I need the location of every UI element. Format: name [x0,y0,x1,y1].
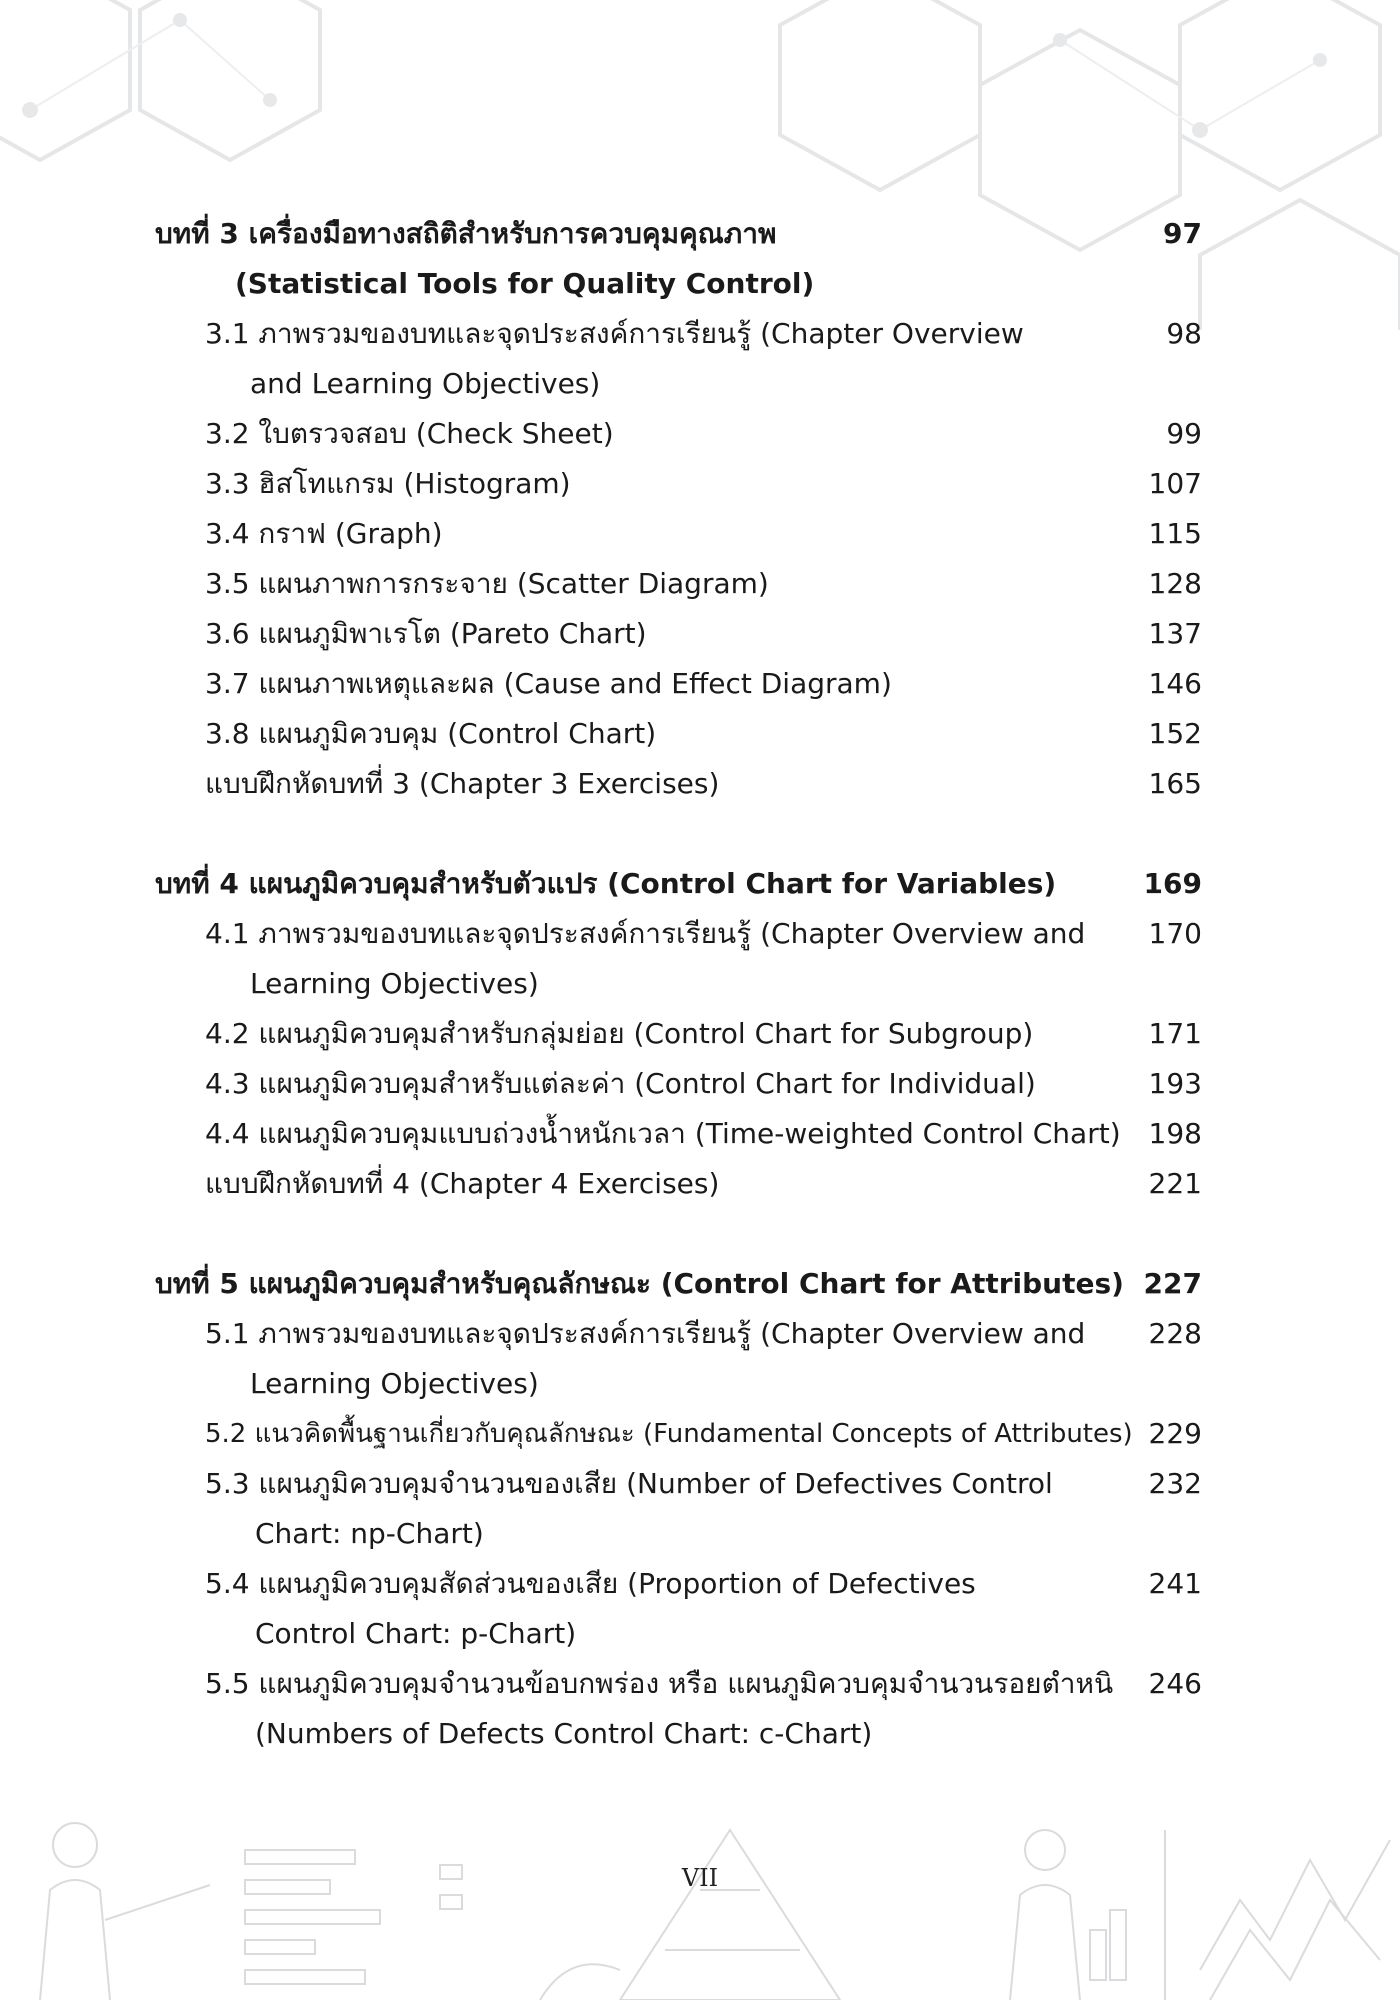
toc-entry[interactable] [0,1309,1400,1359]
page-number: 227 [1143,1267,1202,1300]
toc-entry[interactable] [0,1409,1400,1459]
toc-entry[interactable] [0,1009,1400,1059]
chapter-heading[interactable] [0,859,1400,909]
page-number: 97 [1163,217,1202,250]
chapter-title: บทที่ 3 เครื่องมือทางสถิติสำหรับการควบคุมคุณภาพ [155,217,777,250]
page-number: 193 [1148,1067,1202,1100]
toc-entry-continuation [0,1709,1400,1759]
toc-entry-continuation [0,1359,1400,1409]
toc-entry[interactable] [0,909,1400,959]
chapter-title: บทที่ 5 แผนภูมิควบคุมสำหรับคุณลักษณะ (Control Chart for Attributes) [155,1267,1124,1300]
toc-entry-continuation [0,959,1400,1009]
toc-entry[interactable] [0,1459,1400,1509]
toc-entry[interactable] [0,509,1400,559]
page-number: 165 [1148,767,1202,800]
toc-entry[interactable] [0,759,1400,809]
page-number: 98 [1166,317,1202,350]
entry-title: 4.1 ภาพรวมของบทและจุดประสงค์การเรียนรู้ (Chapter Overview and [205,917,1086,950]
entry-title-cont: Learning Objectives) [250,1367,539,1400]
page-number: 170 [1148,917,1202,950]
entry-title: 3.2 ใบตรวจสอบ (Check Sheet) [205,417,614,450]
toc-entry[interactable] [0,609,1400,659]
toc-entry-continuation [0,1609,1400,1659]
page-number: 171 [1148,1017,1202,1050]
toc-entry[interactable] [0,459,1400,509]
chapter-heading[interactable] [0,209,1400,259]
toc-entry-continuation [0,359,1400,409]
toc-entry[interactable] [0,309,1400,359]
toc-entry[interactable] [0,1159,1400,1209]
entry-title-cont: Learning Objectives) [250,967,539,1000]
toc-entry[interactable] [0,1559,1400,1609]
page-number: 229 [1148,1417,1202,1450]
entry-title: 3.1 ภาพรวมของบทและจุดประสงค์การเรียนรู้ (Chapter Overview [205,317,1024,350]
entry-title: 5.2 แนวคิดพื้นฐานเกี่ยวกับคุณลักษณะ (Fundamental Concepts of Attributes) [205,1419,1133,1449]
page-number: 221 [1148,1167,1202,1200]
entry-title: 3.4 กราฟ (Graph) [205,517,443,550]
entry-title: 3.3 ฮิสโทแกรม (Histogram) [205,467,571,500]
entry-title-cont: and Learning Objectives) [250,367,601,400]
page-number: 228 [1148,1317,1202,1350]
entry-title: 4.4 แผนภูมิควบคุมแบบถ่วงน้ำหนักเวลา (Time-weighted Control Chart) [205,1117,1121,1150]
entry-title: 5.5 แผนภูมิควบคุมจำนวนข้อบกพร่อง หรือ แผนภูมิควบคุมจำนวนรอยตำหนิ [205,1667,1114,1700]
page-number: 115 [1148,517,1202,550]
entry-title: 3.5 แผนภาพการกระจาย (Scatter Diagram) [205,567,769,600]
entry-title-cont: Chart: np-Chart) [255,1517,484,1550]
page-number: 137 [1148,617,1202,650]
chapter-subtitle-row [0,259,1400,309]
entry-title: 5.1 ภาพรวมของบทและจุดประสงค์การเรียนรู้ (Chapter Overview and [205,1317,1086,1350]
page-number: 146 [1148,667,1202,700]
toc-entry-continuation [0,1509,1400,1559]
entry-title: 5.3 แผนภูมิควบคุมจำนวนของเสีย (Number of Defectives Control [205,1467,1053,1500]
toc-entry[interactable] [0,1659,1400,1709]
page-number: 128 [1148,567,1202,600]
chapter-heading[interactable] [0,1259,1400,1309]
toc-entry[interactable] [0,1109,1400,1159]
entry-title: แบบฝึกหัดบทที่ 4 (Chapter 4 Exercises) [205,1167,720,1200]
entry-title: 3.6 แผนภูมิพาเรโต (Pareto Chart) [205,617,647,650]
chapter-subtitle: (Statistical Tools for Quality Control) [235,267,815,300]
chapter-title: บทที่ 4 แผนภูมิควบคุมสำหรับตัวแปร (Control Chart for Variables) [155,867,1057,900]
page-number: 99 [1166,417,1202,450]
page-number: 152 [1148,717,1202,750]
toc-entry[interactable] [0,409,1400,459]
entry-title: 4.2 แผนภูมิควบคุมสำหรับกลุ่มย่อย (Control Chart for Subgroup) [205,1017,1034,1050]
page-number: 232 [1148,1467,1202,1500]
page-number: 198 [1148,1117,1202,1150]
page-number: 241 [1148,1567,1202,1600]
entry-title: 3.7 แผนภาพเหตุและผล (Cause and Effect Diagram) [205,667,892,700]
toc-entry[interactable] [0,659,1400,709]
entry-title-cont: Control Chart: p-Chart) [255,1617,577,1650]
toc-entry[interactable] [0,709,1400,759]
footer-page-number: VII [681,1864,719,1892]
page-number: 246 [1148,1667,1202,1700]
entry-title: 4.3 แผนภูมิควบคุมสำหรับแต่ละค่า (Control Chart for Individual) [205,1067,1036,1100]
page-number: 169 [1143,867,1202,900]
toc-entry[interactable] [0,559,1400,609]
entry-title: แบบฝึกหัดบทที่ 3 (Chapter 3 Exercises) [205,767,720,800]
toc-entry[interactable] [0,1059,1400,1109]
entry-title-cont: (Numbers of Defects Control Chart: c-Chart) [255,1717,873,1750]
entry-title: 5.4 แผนภูมิควบคุมสัดส่วนของเสีย (Proportion of Defectives [205,1567,976,1600]
entry-title: 3.8 แผนภูมิควบคุม (Control Chart) [205,717,657,750]
page-number: 107 [1148,467,1202,500]
